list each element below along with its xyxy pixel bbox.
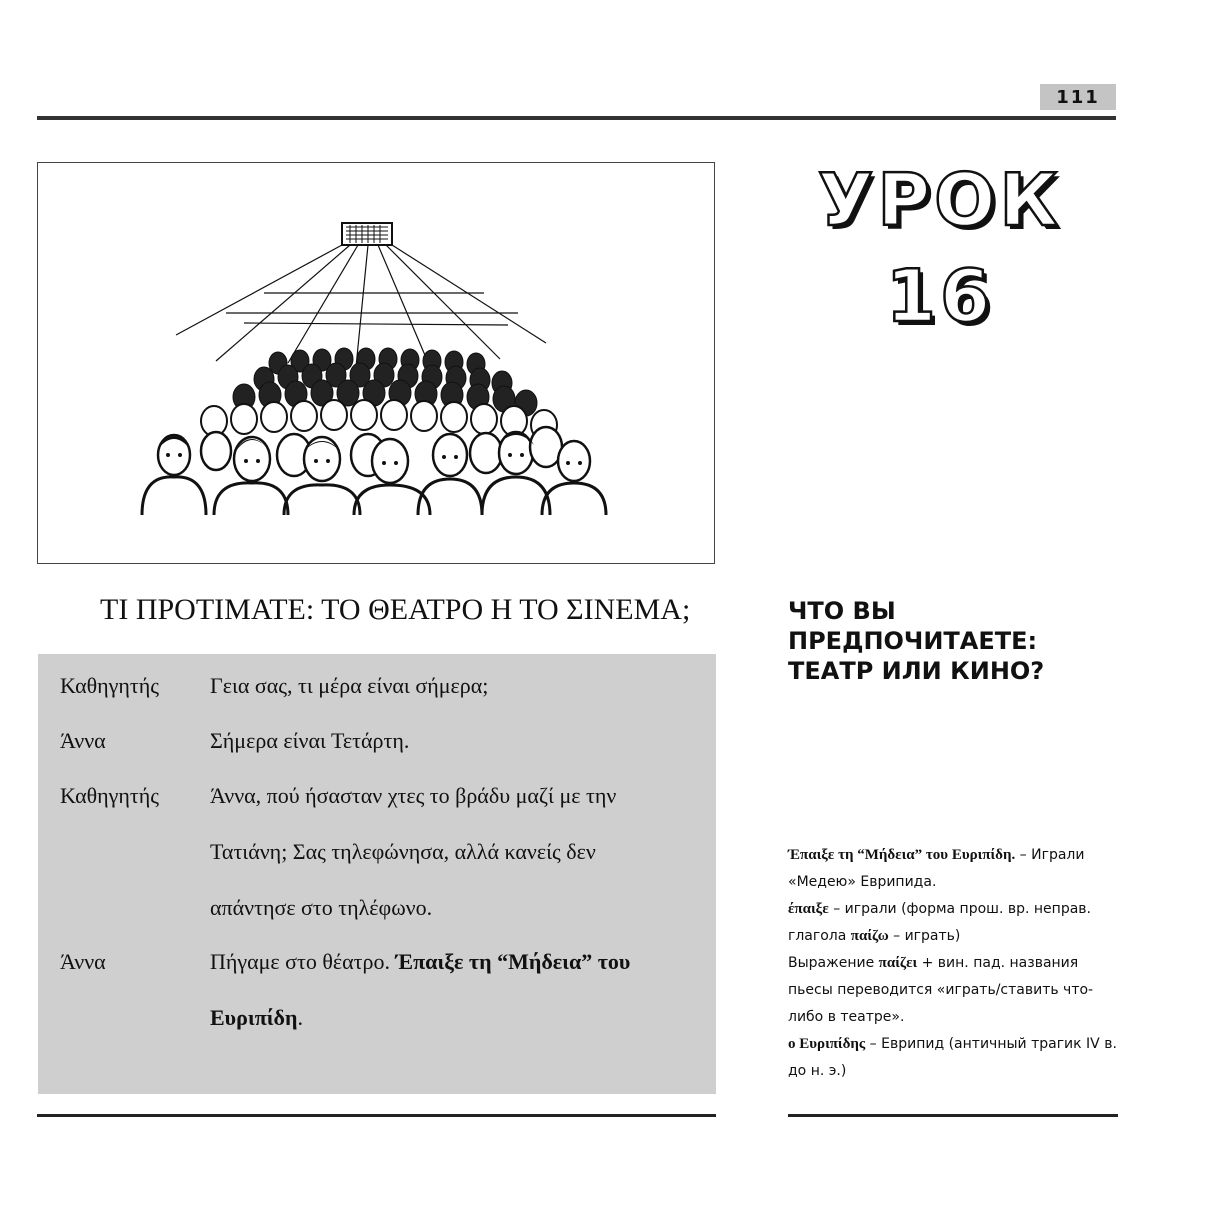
note-item xyxy=(788,896,1118,950)
note-text: – Играли «Медею» Еврипида. xyxy=(788,847,1085,890)
dialogue-line: Τατιάνη; Σας τηλεφώνησα, αλλά κανείς δεν xyxy=(210,839,596,864)
note-item xyxy=(788,950,1118,1031)
bottom-divider-right xyxy=(788,1114,1118,1117)
russian-heading: ЧТО ВЫ ПРЕДПОЧИТАЕТЕ: ТЕАТР ИЛИ КИНО? xyxy=(788,597,1045,685)
dialogue-speaker: Καθηγητής xyxy=(60,783,159,808)
dialogue-speaker: Άννα xyxy=(60,949,106,974)
dialogue-line: Σήμερα είναι Τετάρτη. xyxy=(210,728,410,753)
audience-drawing xyxy=(38,163,714,563)
note-text: – Еврипид (античный трагик IV в. до н. э.) xyxy=(788,1036,1117,1079)
theater-audience-illustration xyxy=(37,162,715,564)
page-number: 111 xyxy=(1040,84,1116,110)
dialogue-line: Άννα, πού ήσασταν χτες το βράδυ μαζί με την xyxy=(210,783,617,808)
note-item xyxy=(788,842,1118,896)
dialogue-line: απάντησε στο τηλέφωνο. xyxy=(210,895,433,920)
note-text: – играли (форма прош. вр. неправ. глагола xyxy=(788,901,1091,944)
note-greek: ο Ευριπίδης xyxy=(788,1036,866,1052)
top-divider xyxy=(37,116,1116,120)
dialogue-line: Γεια σας, τι μέρα είναι σήμερα; xyxy=(210,673,489,698)
dialogue-bold-text: Ευριπίδη xyxy=(210,1005,298,1030)
dialogue-bold-text: Έπαιξε τη “Μήδεια” του xyxy=(395,949,631,974)
note-greek: έπαιξε xyxy=(788,901,829,917)
dialogue-panel xyxy=(38,654,716,1094)
note-greek: παίζει xyxy=(878,955,918,971)
note-text: Выражение xyxy=(788,955,879,971)
dialogue-line xyxy=(210,948,630,976)
dialogue-text: . xyxy=(297,1005,303,1030)
lesson-title: УРОК xyxy=(817,158,1063,242)
dialogue-line xyxy=(210,1004,303,1032)
lesson-number: 16 xyxy=(885,254,995,338)
dialogue-speaker: Άννα xyxy=(60,728,106,753)
bottom-divider-left xyxy=(37,1114,716,1117)
vocabulary-notes xyxy=(788,842,1118,1085)
dialogue-text: Πήγαμε στο θέατρο. xyxy=(210,949,390,974)
note-item xyxy=(788,1031,1118,1085)
note-text: + вин. пад. названия пьесы переводится «играть/ставить что-либо в театре». xyxy=(788,955,1094,1025)
note-greek: Έπαιξε τη “Μήδεια” του Ευριπίδη. xyxy=(788,847,1016,863)
note-text: – играть) xyxy=(888,928,961,944)
greek-heading: ΤΙ ΠΡΟΤΙΜΑΤΕ: ΤΟ ΘΕΑΤΡΟ Η ΤΟ ΣΙΝΕΜΑ; xyxy=(100,593,691,626)
dialogue-speaker: Καθηγητής xyxy=(60,673,159,698)
note-greek: παίζω xyxy=(850,928,889,944)
